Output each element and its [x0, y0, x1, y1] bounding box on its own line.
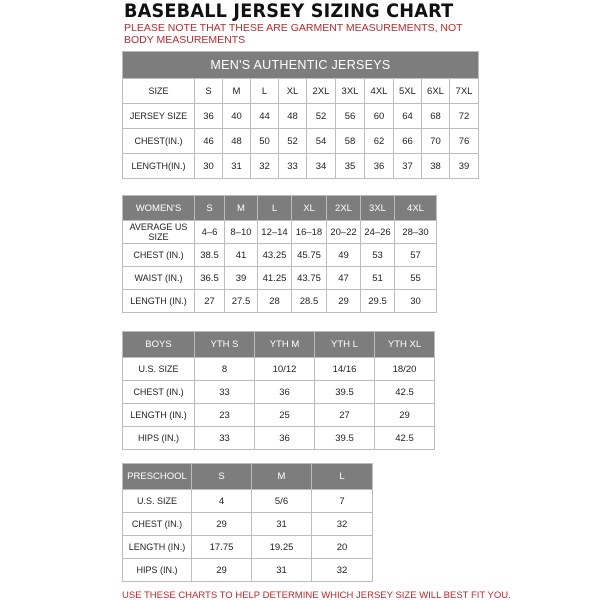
table-cell: 23 [195, 404, 255, 427]
table-cell: 39.5 [315, 427, 375, 450]
table-cell: 38.5 [195, 244, 225, 267]
table-row [123, 154, 479, 179]
row-label: CHEST(IN.) [123, 129, 195, 154]
table-cell: 31 [252, 559, 312, 582]
table-cell: 16–18 [292, 221, 327, 244]
table-cell: 29 [327, 290, 361, 313]
table-cell: 46 [195, 129, 223, 154]
table-row [123, 381, 435, 404]
table-header-cell: 4XL [395, 196, 437, 221]
row-label: LENGTH (IN.) [123, 536, 192, 559]
table-header-cell: YTH L [315, 332, 375, 358]
table-cell: 43.75 [292, 267, 327, 290]
table-cell: 27 [195, 290, 225, 313]
table-cell: 43.25 [258, 244, 292, 267]
table-cell: L [251, 79, 279, 104]
table-cell: 32 [251, 154, 279, 179]
table-cell: 39.5 [315, 381, 375, 404]
table-cell: 55 [395, 267, 437, 290]
table-cell: 36 [365, 154, 394, 179]
table-cell: 14/16 [315, 358, 375, 381]
table-cell: 42.5 [375, 381, 435, 404]
table-header-row [123, 196, 437, 221]
page-title: BASEBALL JERSEY SIZING CHART [124, 0, 454, 22]
table-header-cell: BOYS [123, 332, 195, 358]
row-label: CHEST (IN.) [123, 513, 192, 536]
row-label: LENGTH(IN.) [123, 154, 195, 179]
table-cell: 45.75 [292, 244, 327, 267]
row-label: LENGTH (IN.) [123, 290, 195, 313]
table-row [123, 513, 373, 536]
table-header-cell: PRESCHOOL [123, 464, 192, 490]
table-header-cell: YTH S [195, 332, 255, 358]
table-cell: 48 [279, 104, 307, 129]
table-row [123, 559, 373, 582]
footer-note: USE THESE CHARTS TO HELP DETERMINE WHICH JERSEY SIZE WILL BEST FIT YOU. [122, 590, 511, 601]
table-cell: 66 [394, 129, 422, 154]
table-cell: 36 [195, 104, 223, 129]
table-row [123, 79, 479, 104]
table-cell: 58 [336, 129, 365, 154]
table-cell: 8–10 [225, 221, 258, 244]
table-cell: 8 [195, 358, 255, 381]
table-cell: 41 [225, 244, 258, 267]
table-cell: 25 [255, 404, 315, 427]
table-cell: 44 [251, 104, 279, 129]
preschool-size-table [122, 463, 373, 582]
table-cell: 33 [195, 427, 255, 450]
table-cell: 68 [422, 104, 450, 129]
mens-table-title: MEN'S AUTHENTIC JERSEYS [123, 52, 479, 79]
table-row [123, 427, 435, 450]
table-cell: 48 [223, 129, 251, 154]
table-cell: 27 [315, 404, 375, 427]
table-cell: 20 [312, 536, 373, 559]
table-cell: 30 [195, 154, 223, 179]
garment-measurement-note: PLEASE NOTE THAT THESE ARE GARMENT MEASUREMENTS, NOT BODY MEASUREMENTS [124, 22, 463, 46]
row-label: WAIST (IN.) [123, 267, 195, 290]
table-cell: 53 [361, 244, 395, 267]
table-cell: 60 [365, 104, 394, 129]
table-cell: 38 [422, 154, 450, 179]
table-header-cell: S [195, 196, 225, 221]
table-header-cell: YTH M [255, 332, 315, 358]
table-cell: 42.5 [375, 427, 435, 450]
table-cell: 28 [258, 290, 292, 313]
table-header-row [123, 332, 435, 358]
table-cell: M [223, 79, 251, 104]
row-label: CHEST (IN.) [123, 381, 195, 404]
row-label: U.S. SIZE [123, 490, 192, 513]
table-cell: 39 [225, 267, 258, 290]
table-cell: 4–6 [195, 221, 225, 244]
table-header-cell: 3XL [361, 196, 395, 221]
table-header-cell: M [252, 464, 312, 490]
table-cell: 6XL [422, 79, 450, 104]
table-cell: 2XL [307, 79, 336, 104]
table-cell: 28–30 [395, 221, 437, 244]
table-cell: 56 [336, 104, 365, 129]
table-cell: 30 [395, 290, 437, 313]
boys-size-table [122, 331, 435, 450]
table-row [123, 267, 437, 290]
table-cell: 51 [361, 267, 395, 290]
table-cell: 4XL [365, 79, 394, 104]
table-cell: 7 [312, 490, 373, 513]
row-label: HIPS (IN.) [123, 427, 195, 450]
table-row [123, 104, 479, 129]
table-cell: S [195, 79, 223, 104]
table-cell: 34 [307, 154, 336, 179]
table-cell: 32 [312, 559, 373, 582]
table-cell: 47 [327, 267, 361, 290]
table-cell: 36 [255, 427, 315, 450]
table-cell: 36.5 [195, 267, 225, 290]
table-row [123, 490, 373, 513]
table-cell: 29 [192, 513, 252, 536]
table-cell: 70 [422, 129, 450, 154]
table-cell: 20–22 [327, 221, 361, 244]
table-header-cell: S [192, 464, 252, 490]
table-cell: 76 [450, 129, 479, 154]
row-label: LENGTH (IN.) [123, 404, 195, 427]
table-header-cell: L [258, 196, 292, 221]
table-cell: 39 [450, 154, 479, 179]
table-cell: 24–26 [361, 221, 395, 244]
table-header-cell: M [225, 196, 258, 221]
table-cell: 52 [307, 104, 336, 129]
table-cell: 29.5 [361, 290, 395, 313]
table-row [123, 221, 437, 244]
table-cell: 54 [307, 129, 336, 154]
table-cell: 17.75 [192, 536, 252, 559]
table-cell: 31 [223, 154, 251, 179]
table-row [123, 129, 479, 154]
table-cell: 35 [336, 154, 365, 179]
row-label: AVERAGE US SIZE [123, 221, 195, 244]
table-cell: 36 [255, 381, 315, 404]
table-cell: 29 [375, 404, 435, 427]
table-header-cell: L [312, 464, 373, 490]
row-label: JERSEY SIZE [123, 104, 195, 129]
table-cell: 31 [252, 513, 312, 536]
table-cell: 50 [251, 129, 279, 154]
table-row [123, 358, 435, 381]
table-header-cell: WOMEN'S [123, 196, 195, 221]
table-cell: 72 [450, 104, 479, 129]
table-header-cell: 2XL [327, 196, 361, 221]
row-label: HIPS (IN.) [123, 559, 192, 582]
table-header-cell: YTH XL [375, 332, 435, 358]
table-cell: 40 [223, 104, 251, 129]
table-cell: 12–14 [258, 221, 292, 244]
row-label: CHEST (IN.) [123, 244, 195, 267]
mens-size-table [122, 51, 479, 179]
table-cell: 33 [279, 154, 307, 179]
table-row [123, 290, 437, 313]
table-row [123, 404, 435, 427]
row-label: SIZE [123, 79, 195, 104]
table-cell: 37 [394, 154, 422, 179]
table-cell: 62 [365, 129, 394, 154]
table-cell: 41.25 [258, 267, 292, 290]
table-row [123, 244, 437, 267]
table-cell: 27.5 [225, 290, 258, 313]
table-cell: XL [279, 79, 307, 104]
table-cell: 3XL [336, 79, 365, 104]
table-cell: 32 [312, 513, 373, 536]
table-cell: 57 [395, 244, 437, 267]
table-cell: 5/6 [252, 490, 312, 513]
table-cell: 4 [192, 490, 252, 513]
table-cell: 29 [192, 559, 252, 582]
table-header-cell: XL [292, 196, 327, 221]
table-cell: 18/20 [375, 358, 435, 381]
table-cell: 7XL [450, 79, 479, 104]
table-cell: 49 [327, 244, 361, 267]
row-label: U.S. SIZE [123, 358, 195, 381]
table-row [123, 536, 373, 559]
table-cell: 52 [279, 129, 307, 154]
table-header-row [123, 464, 373, 490]
table-cell: 19.25 [252, 536, 312, 559]
table-cell: 5XL [394, 79, 422, 104]
womens-size-table [122, 195, 437, 313]
table-cell: 28.5 [292, 290, 327, 313]
table-cell: 10/12 [255, 358, 315, 381]
table-cell: 64 [394, 104, 422, 129]
table-cell: 33 [195, 381, 255, 404]
